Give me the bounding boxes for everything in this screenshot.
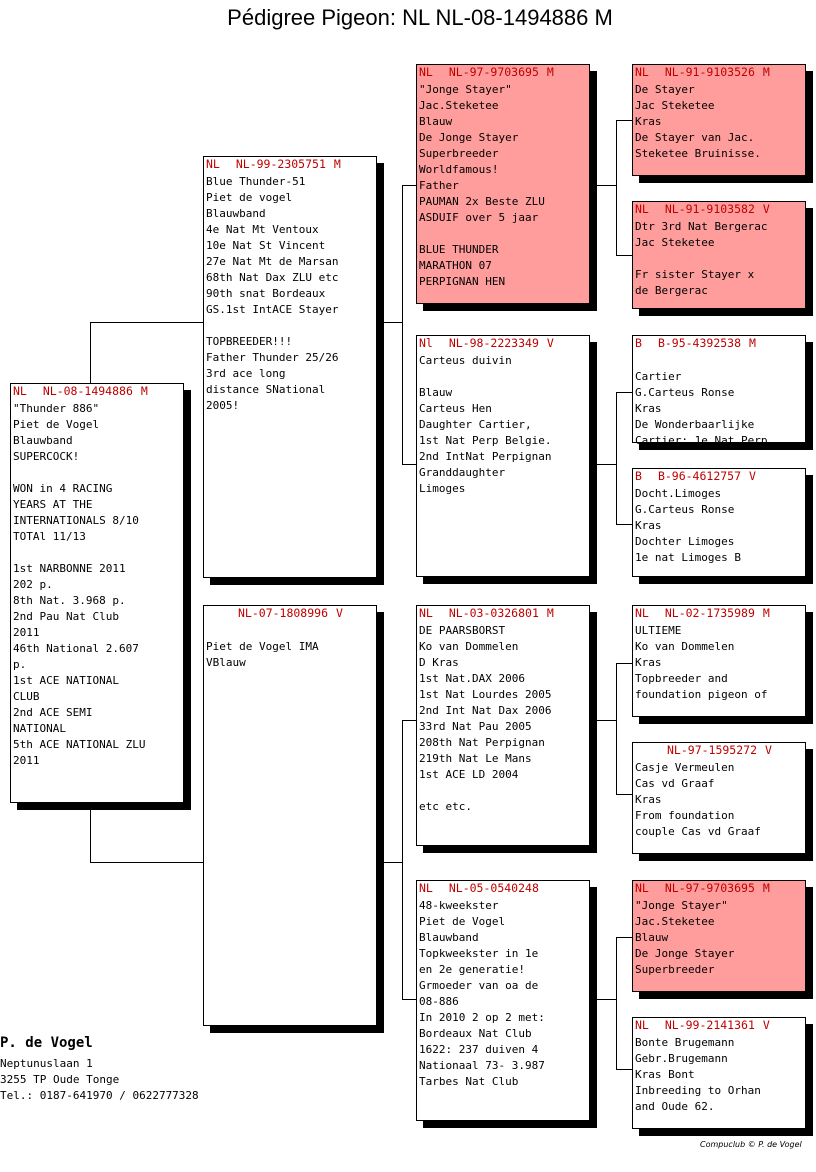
sex-marker: M bbox=[333, 157, 341, 171]
detail-line: VBlauw bbox=[206, 656, 246, 669]
ring-number: NL-97-9703695 bbox=[664, 881, 755, 895]
sex-marker: V bbox=[762, 1018, 770, 1032]
ring-number: NL-97-9703695 bbox=[448, 65, 539, 79]
detail-line: PAUMAN 2x Beste ZLU bbox=[419, 195, 545, 208]
pigeon-header bbox=[204, 157, 376, 171]
copyright-footer: Compuclub © P. de Vogel bbox=[700, 1140, 802, 1149]
detail-line: Cartier bbox=[635, 370, 682, 383]
connector bbox=[616, 392, 632, 393]
detail-line: Ko van Dommelen bbox=[635, 640, 735, 653]
connector bbox=[616, 255, 632, 256]
ring-number: NL-98-2223349 bbox=[448, 336, 539, 350]
pigeon-header bbox=[633, 606, 805, 620]
detail-line: Superbreeder bbox=[635, 963, 715, 976]
detail-line: Carteus duivin bbox=[419, 354, 512, 367]
sex-marker: M bbox=[140, 384, 148, 398]
detail-line: 5th ACE NATIONAL ZLU bbox=[13, 738, 146, 751]
ring-number: NL-91-9103582 bbox=[664, 202, 755, 216]
connector bbox=[616, 663, 617, 795]
detail-line: De Jonge Stayer bbox=[419, 131, 519, 144]
sex-marker: V bbox=[762, 202, 770, 216]
detail-line: Kras Bont bbox=[635, 1068, 695, 1081]
detail-line: Daughter Cartier, bbox=[419, 418, 532, 431]
ring-number: NL-03-0326801 bbox=[448, 606, 539, 620]
connector bbox=[597, 464, 617, 465]
pigeon-card-mff bbox=[632, 605, 806, 717]
detail-line: Ko van Dommelen bbox=[419, 640, 519, 653]
detail-line: etc etc. bbox=[419, 800, 472, 813]
pigeon-card-mother bbox=[203, 605, 377, 1026]
detail-line: Limoges bbox=[419, 482, 466, 495]
detail-line: Bordeaux Nat Club bbox=[419, 1027, 532, 1040]
country-code: NL bbox=[635, 1018, 649, 1032]
detail-line: ULTIEME bbox=[635, 624, 682, 637]
pigeon-header bbox=[633, 202, 805, 216]
pigeon-details bbox=[633, 757, 805, 840]
sex-marker: V bbox=[546, 336, 554, 350]
detail-line: 1st Nat Perp Belgie. bbox=[419, 434, 552, 447]
sex-marker: M bbox=[546, 65, 554, 79]
country-code: NL bbox=[206, 157, 220, 171]
connector bbox=[90, 862, 204, 863]
detail-line: "Jonge Stayer" bbox=[419, 83, 512, 96]
detail-line: 4e Nat Mt Ventoux bbox=[206, 223, 319, 236]
detail-line: 48-kweekster bbox=[419, 899, 499, 912]
pigeon-card-ff bbox=[416, 64, 590, 304]
detail-line: Father bbox=[419, 179, 459, 192]
connector bbox=[402, 185, 417, 186]
detail-line: G.Carteus Ronse bbox=[635, 503, 735, 516]
sex-marker: V bbox=[749, 469, 756, 483]
detail-line: Dochter Limoges bbox=[635, 535, 735, 548]
ring-number: B-95-4392538 bbox=[657, 336, 742, 350]
connector bbox=[402, 185, 403, 465]
detail-line: TOTAl 11/13 bbox=[13, 530, 86, 543]
connector bbox=[616, 1069, 632, 1070]
detail-line: 2011 bbox=[13, 754, 40, 767]
connector bbox=[597, 999, 617, 1000]
detail-line bbox=[419, 369, 589, 385]
connector bbox=[616, 120, 632, 121]
detail-line: De Stayer bbox=[635, 83, 695, 96]
pigeon-details bbox=[417, 620, 589, 815]
pigeon-header bbox=[633, 1018, 805, 1032]
country-code: NL bbox=[13, 384, 27, 398]
connector bbox=[90, 322, 91, 384]
detail-line: ASDUIF over 5 jaar bbox=[419, 211, 539, 224]
detail-line: De Jonge Stayer bbox=[635, 947, 735, 960]
detail-line: Grmoeder van oa de bbox=[419, 979, 539, 992]
pigeon-card-fmf bbox=[632, 335, 806, 447]
detail-line: 8th Nat. 3.968 p. bbox=[13, 594, 126, 607]
detail-line: Carteus Hen bbox=[419, 402, 492, 415]
detail-line: Piet de vogel bbox=[206, 191, 293, 204]
pigeon-details bbox=[633, 483, 805, 566]
country-code: NL bbox=[419, 881, 433, 895]
sex-marker: M bbox=[762, 606, 770, 620]
pigeon-details bbox=[11, 398, 183, 769]
detail-line bbox=[206, 623, 376, 639]
country-code: NL bbox=[635, 202, 649, 216]
detail-line: 2nd Int Nat Dax 2006 bbox=[419, 704, 552, 717]
detail-line: Nationaal 73- 3.987 bbox=[419, 1059, 545, 1072]
detail-line: 219th Nat Le Mans bbox=[419, 752, 532, 765]
pigeon-details bbox=[417, 350, 589, 497]
connector bbox=[402, 999, 417, 1000]
detail-line: De Stayer van Jac. bbox=[635, 131, 755, 144]
detail-line: In 2010 2 op 2 met: bbox=[419, 1011, 545, 1024]
pigeon-details bbox=[633, 620, 805, 703]
detail-line: Blauwband bbox=[419, 931, 479, 944]
detail-line: Steketee Bruinisse. bbox=[635, 147, 761, 160]
pigeon-details bbox=[633, 895, 805, 978]
ring-number: NL-99-2141361 bbox=[664, 1018, 755, 1032]
detail-line: NATIONAL bbox=[13, 722, 66, 735]
ring-number: NL-07-1808996 bbox=[238, 606, 329, 620]
detail-line: 208th Nat Perpignan bbox=[419, 736, 545, 749]
detail-line: Blauw bbox=[635, 931, 669, 944]
detail-line: Tarbes Nat Club bbox=[419, 1075, 519, 1088]
pigeon-card-father bbox=[203, 156, 377, 578]
ring-number: NL-02-1735989 bbox=[664, 606, 755, 620]
country-code: NL bbox=[635, 881, 649, 895]
detail-line: 1st NARBONNE 2011 bbox=[13, 562, 126, 575]
detail-line: de Bergerac bbox=[635, 284, 708, 297]
detail-line: PERPIGNAN HEN bbox=[419, 275, 506, 288]
pigeon-card-mmf bbox=[632, 880, 806, 992]
pigeon-header bbox=[633, 469, 805, 483]
detail-line: Piet de Vogel bbox=[13, 418, 100, 431]
detail-line bbox=[419, 783, 589, 799]
detail-line: Piet de Vogel IMA bbox=[206, 640, 319, 653]
connector bbox=[90, 322, 204, 323]
pigeon-header bbox=[633, 336, 805, 350]
country-code: B bbox=[635, 336, 642, 350]
detail-line bbox=[635, 353, 805, 369]
connector bbox=[597, 720, 617, 721]
detail-line: CLUB bbox=[13, 690, 40, 703]
detail-line: 46th National 2.607 bbox=[13, 642, 139, 655]
country-code: NL bbox=[635, 65, 649, 79]
pigeon-card-fff bbox=[632, 64, 806, 176]
detail-line: GS.1st IntACE Stayer bbox=[206, 303, 339, 316]
detail-line: Kras bbox=[635, 115, 662, 128]
detail-line bbox=[206, 318, 376, 334]
pigeon-card-ffm bbox=[632, 201, 806, 309]
detail-line: 33rd Nat Pau 2005 bbox=[419, 720, 532, 733]
detail-line: 2005! bbox=[206, 399, 240, 412]
detail-line: p. bbox=[13, 658, 27, 671]
sex-marker: M bbox=[546, 606, 554, 620]
detail-line: Jac Steketee bbox=[635, 99, 715, 112]
detail-line: Docht.Limoges bbox=[635, 487, 722, 500]
pigeon-details bbox=[633, 1032, 805, 1115]
pigeon-card-fm bbox=[416, 335, 590, 577]
detail-line: De Wonderbaarlijke bbox=[635, 418, 755, 431]
sex-marker: M bbox=[762, 881, 770, 895]
connector bbox=[402, 720, 403, 1000]
detail-line: Blue Thunder-51 bbox=[206, 175, 306, 188]
detail-line: 2nd IntNat Perpignan bbox=[419, 450, 552, 463]
pigeon-card-mfm bbox=[632, 742, 806, 854]
country-code: NL bbox=[419, 606, 433, 620]
detail-line: 1st ACE LD 2004 bbox=[419, 768, 519, 781]
pigeon-header bbox=[633, 65, 805, 79]
detail-line: D Kras bbox=[419, 656, 459, 669]
owner-block bbox=[0, 1035, 199, 1104]
country-code: Nl bbox=[419, 336, 433, 350]
detail-line: 27e Nat Mt de Marsan bbox=[206, 255, 339, 268]
owner-phone: Tel.: 0187-641970 / 0622777328 bbox=[0, 1089, 199, 1102]
pigeon-header bbox=[417, 606, 589, 620]
detail-line: Topbreeder and bbox=[635, 672, 728, 685]
sex-marker: V bbox=[336, 606, 343, 620]
detail-line: Casje Vermeulen bbox=[635, 761, 735, 774]
pigeon-header bbox=[633, 743, 805, 757]
detail-line: SUPERCOCK! bbox=[13, 450, 80, 463]
detail-line: Topkweekster in 1e bbox=[419, 947, 539, 960]
detail-line: Jac Steketee bbox=[635, 236, 715, 249]
detail-line: Jac.Steketee bbox=[419, 99, 499, 112]
detail-line: Cartier: 1e Nat Perp bbox=[635, 434, 768, 447]
detail-line: 2011 bbox=[13, 626, 40, 639]
detail-line: "Thunder 886" bbox=[13, 402, 100, 415]
detail-line: MARATHON 07 bbox=[419, 259, 492, 272]
connector bbox=[616, 937, 632, 938]
detail-line: Father Thunder 25/26 bbox=[206, 351, 339, 364]
pigeon-card-subject bbox=[10, 383, 184, 803]
country-code: B bbox=[635, 469, 642, 483]
pigeon-details bbox=[204, 620, 376, 671]
detail-line: Bonte Brugemann bbox=[635, 1036, 735, 1049]
country-code: NL bbox=[419, 65, 433, 79]
detail-line: 08-886 bbox=[419, 995, 459, 1008]
detail-line: en 2e generatie! bbox=[419, 963, 525, 976]
detail-line: Kras bbox=[635, 656, 662, 669]
detail-line: Piet de Vogel bbox=[419, 915, 506, 928]
detail-line: couple Cas vd Graaf bbox=[635, 825, 761, 838]
detail-line: Kras bbox=[635, 402, 662, 415]
pigeon-card-mm bbox=[416, 880, 590, 1121]
pigeon-details bbox=[417, 895, 589, 1090]
owner-name: P. de Vogel bbox=[0, 1035, 93, 1051]
detail-line bbox=[13, 545, 183, 561]
detail-line: Blauwband bbox=[206, 207, 266, 220]
detail-line: 1st Nat.DAX 2006 bbox=[419, 672, 525, 685]
detail-line: Kras bbox=[635, 793, 662, 806]
detail-line: Superbreeder bbox=[419, 147, 499, 160]
connector bbox=[383, 322, 403, 323]
detail-line: 2nd Pau Nat Club bbox=[13, 610, 119, 623]
connector bbox=[402, 720, 417, 721]
pigeon-header bbox=[417, 65, 589, 79]
ring-number: NL-97-1595272 bbox=[667, 743, 758, 757]
detail-line: Blauw bbox=[419, 115, 453, 128]
connector bbox=[616, 524, 632, 525]
connector bbox=[616, 663, 632, 664]
detail-line: Gebr.Brugemann bbox=[635, 1052, 728, 1065]
detail-line bbox=[635, 251, 805, 267]
detail-line: G.Carteus Ronse bbox=[635, 386, 735, 399]
sex-marker: M bbox=[762, 65, 770, 79]
detail-line: 1st ACE NATIONAL bbox=[13, 674, 119, 687]
ring-number: NL-99-2305751 bbox=[235, 157, 326, 171]
ring-number: NL-91-9103526 bbox=[664, 65, 755, 79]
sex-marker: V bbox=[765, 743, 772, 757]
pigeon-details bbox=[633, 350, 805, 449]
detail-line bbox=[419, 226, 589, 242]
detail-line: Dtr 3rd Nat Bergerac bbox=[635, 220, 768, 233]
detail-line: 1st Nat Lourdes 2005 bbox=[419, 688, 552, 701]
detail-line: 3rd ace long bbox=[206, 367, 286, 380]
ring-number: NL-05-0540248 bbox=[448, 881, 539, 895]
detail-line: foundation pigeon of bbox=[635, 688, 768, 701]
connector bbox=[402, 464, 417, 465]
pigeon-header bbox=[417, 336, 589, 350]
pigeon-card-mf bbox=[416, 605, 590, 846]
pigeon-details bbox=[417, 79, 589, 290]
detail-line: Blauwband bbox=[13, 434, 73, 447]
ring-number: B-96-4612757 bbox=[657, 469, 742, 483]
detail-line: Cas vd Graaf bbox=[635, 777, 715, 790]
detail-line: 1622: 237 duiven 4 bbox=[419, 1043, 539, 1056]
connector bbox=[90, 808, 91, 863]
detail-line: Granddaughter bbox=[419, 466, 506, 479]
detail-line: From foundation bbox=[635, 809, 735, 822]
detail-line: Fr sister Stayer x bbox=[635, 268, 755, 281]
detail-line: 1e nat Limoges B bbox=[635, 551, 741, 564]
connector bbox=[616, 392, 617, 525]
detail-line: Kras bbox=[635, 519, 662, 532]
detail-line: Blauw bbox=[419, 386, 453, 399]
country-code: NL bbox=[635, 606, 649, 620]
connector bbox=[616, 937, 617, 1070]
pigeon-header bbox=[633, 881, 805, 895]
sex-marker: M bbox=[749, 336, 756, 350]
detail-line: distance SNational bbox=[206, 383, 326, 396]
detail-line: 202 p. bbox=[13, 578, 53, 591]
pigeon-header bbox=[204, 606, 376, 620]
detail-line: "Jonge Stayer" bbox=[635, 899, 728, 912]
pigeon-card-mmm bbox=[632, 1017, 806, 1129]
detail-line: and Oude 62. bbox=[635, 1100, 715, 1113]
detail-line: 2nd ACE SEMI bbox=[13, 706, 93, 719]
connector bbox=[597, 185, 617, 186]
pigeon-header bbox=[417, 881, 589, 895]
detail-line: 68th Nat Dax ZLU etc bbox=[206, 271, 339, 284]
pigeon-details bbox=[204, 171, 376, 414]
detail-line: Inbreeding to Orhan bbox=[635, 1084, 761, 1097]
page-title: Pédigree Pigeon: NL NL-08-1494886 M bbox=[227, 5, 613, 30]
pigeon-details bbox=[633, 79, 805, 162]
detail-line: DE PAARSBORST bbox=[419, 624, 506, 637]
ring-number: NL-08-1494886 bbox=[42, 384, 133, 398]
detail-line: YEARS AT THE bbox=[13, 498, 93, 511]
connector bbox=[383, 862, 403, 863]
detail-line: 10e Nat St Vincent bbox=[206, 239, 326, 252]
detail-line: Worldfamous! bbox=[419, 163, 499, 176]
connector bbox=[616, 794, 632, 795]
detail-line: 90th snat Bordeaux bbox=[206, 287, 326, 300]
pigeon-details bbox=[633, 216, 805, 299]
detail-line: INTERNATIONALS 8/10 bbox=[13, 514, 139, 527]
detail-line: Jac.Steketee bbox=[635, 915, 715, 928]
detail-line: BLUE THUNDER bbox=[419, 243, 499, 256]
owner-address-line2: 3255 TP Oude Tonge bbox=[0, 1073, 120, 1086]
detail-line bbox=[13, 465, 183, 481]
detail-line: WON in 4 RACING bbox=[13, 482, 113, 495]
connector bbox=[616, 120, 617, 256]
pigeon-header bbox=[11, 384, 183, 398]
owner-address-line1: Neptunuslaan 1 bbox=[0, 1057, 93, 1070]
detail-line: TOPBREEDER!!! bbox=[206, 335, 293, 348]
pigeon-card-fmm bbox=[632, 468, 806, 577]
